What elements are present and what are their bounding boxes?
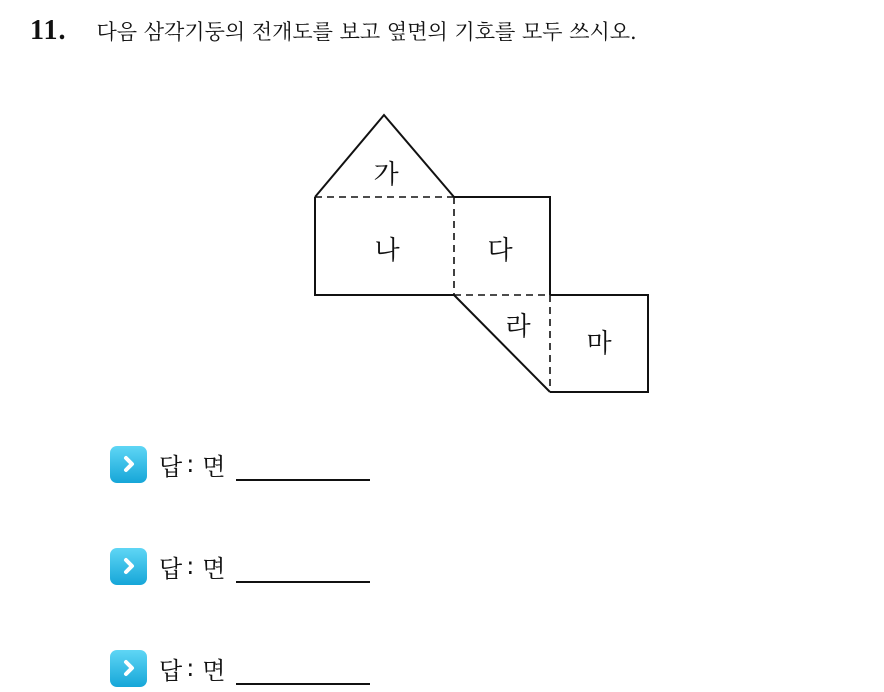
answer-blank-1[interactable] xyxy=(236,479,370,481)
face-label-na: 나 xyxy=(374,236,400,266)
answer-blank-2[interactable] xyxy=(236,581,370,583)
answer-label: 답 xyxy=(159,656,183,685)
answer-label: 답 xyxy=(159,452,183,481)
chevron-right-icon xyxy=(110,548,147,585)
answer-unit: 면 xyxy=(202,554,226,583)
face-label-ra: 라 xyxy=(505,312,531,342)
answer-row-3 xyxy=(110,648,225,688)
chevron-right-icon xyxy=(110,446,147,483)
answer-unit: 면 xyxy=(202,452,226,481)
answer-unit: 면 xyxy=(202,656,226,685)
face-label-ga: 가 xyxy=(373,160,399,190)
answer-colon: : xyxy=(186,552,195,580)
answer-row-1 xyxy=(110,444,225,484)
answer-colon: : xyxy=(186,654,195,682)
answer-colon: : xyxy=(186,450,195,478)
answer-label: 답 xyxy=(159,554,183,583)
answer-row-2 xyxy=(110,546,225,586)
question-text: 다음 삼각기둥의 전개도를 보고 옆면의 기호를 모두 쓰시오. xyxy=(96,20,637,44)
face-label-da: 다 xyxy=(487,236,513,266)
chevron-right-icon xyxy=(110,650,147,687)
triangle-face-bottom xyxy=(454,295,550,392)
face-label-ma: 마 xyxy=(586,329,612,359)
question-number: 11. xyxy=(30,15,67,46)
answer-blank-3[interactable] xyxy=(236,683,370,685)
